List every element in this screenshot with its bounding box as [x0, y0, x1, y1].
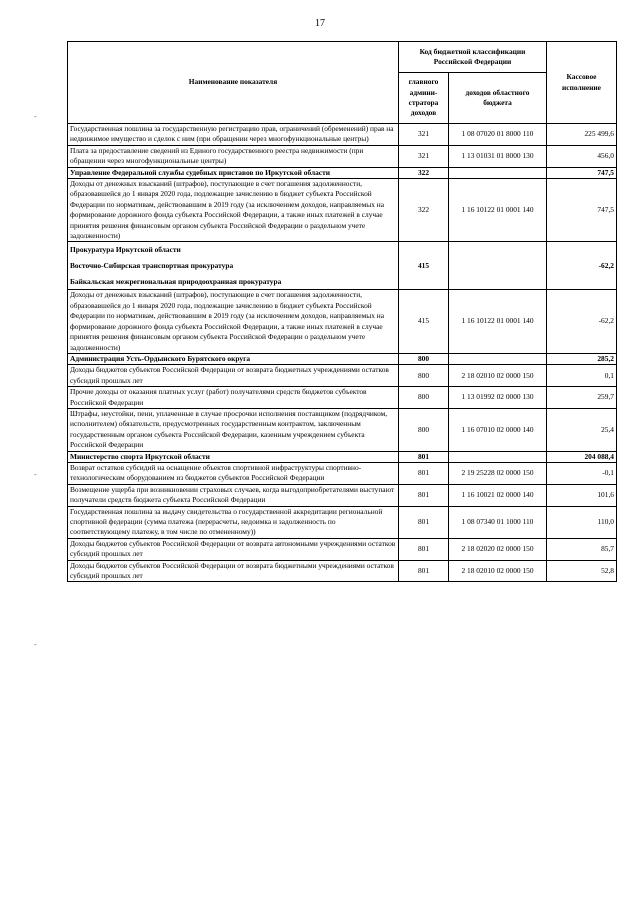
- margin-dash: -: [34, 470, 37, 479]
- row-amount: 101,6: [547, 484, 617, 506]
- row-amount: 747,5: [547, 179, 617, 242]
- table-row: [68, 365, 617, 387]
- table-row: [68, 451, 617, 462]
- row-name: Доходы бюджетов субъектов Российской Федерации от возврата бюджетными учреждениями остатков субсидий прошлых лет: [68, 560, 399, 582]
- row-amount: 456,0: [547, 145, 617, 167]
- row-name: Доходы от денежных взысканий (штрафов), поступающие в счет погашения задолженности, образовавшейся до 1 января 2020 года, подлежащие зачислению в бюджет субъекта Российской Федерации по нормативам, действовавшим в 2019 году (за исключением доходов, направляемых на формирование дорожного фонда субъекта Российской Федерации, а также иных платежей в случае принятия решения финансовым органом субъекта Российской Федерации о раздельном учете задолженности): [68, 179, 399, 242]
- table-row: [68, 145, 617, 167]
- row-admin-code: 800: [399, 408, 449, 451]
- row-admin-code: 801: [399, 560, 449, 582]
- row-amount: 110,0: [547, 506, 617, 538]
- header-row-1: [68, 42, 617, 73]
- row-name: Возмещение ущерба при возникновении страховых случаев, когда выгодоприобретателями выступают получатели средств бюджета субъекта Российской Федерации: [68, 484, 399, 506]
- table-row: [68, 408, 617, 451]
- row-amount: [547, 242, 617, 258]
- page-number: 17: [315, 18, 325, 29]
- table-row: [68, 290, 617, 353]
- row-admin-code: 800: [399, 353, 449, 364]
- row-admin-code: 321: [399, 124, 449, 146]
- row-income-code: 2 18 02020 02 0000 150: [449, 538, 547, 560]
- row-income-code: [449, 451, 547, 462]
- row-name: Возврат остатков субсидий на оснащение объектов спортивной инфраструктуры спортивно-технологическим оборудованием из бюджетов субъектов Российской Федерации: [68, 462, 399, 484]
- table-row: [68, 506, 617, 538]
- row-amount: -62,2: [547, 290, 617, 353]
- row-income-code: 2 18 02010 02 0000 150: [449, 560, 547, 582]
- table-row: [68, 387, 617, 409]
- row-income-code: 1 08 07340 01 1000 110: [449, 506, 547, 538]
- row-amount: 52,8: [547, 560, 617, 582]
- table-row: [68, 179, 617, 242]
- row-income-code: 1 16 10122 01 0001 140: [449, 290, 547, 353]
- row-name: Управление Федеральной службы судебных приставов по Иркутской области: [68, 167, 399, 178]
- row-name: Восточно-Сибирская транспортная прокуратура: [68, 258, 399, 274]
- row-income-code: 1 16 10021 02 0000 140: [449, 484, 547, 506]
- header-code-group: Код бюджетной классификации Российской Федерации: [399, 42, 547, 73]
- row-admin-code: 322: [399, 179, 449, 242]
- header-name: Наименование показателя: [68, 42, 399, 124]
- margin-dash: -: [34, 640, 37, 649]
- row-admin-code: [399, 242, 449, 258]
- row-amount: 85,7: [547, 538, 617, 560]
- table-row: [68, 258, 617, 274]
- row-name: Государственная пошлина за государственную регистрацию прав, ограничений (обременений) прав на недвижимое имущество и сделок с ним (при обращении через многофункциональные центры): [68, 124, 399, 146]
- row-name: Доходы бюджетов субъектов Российской Федерации от возврата бюджетных учреждениями остатков субсидий прошлых лет: [68, 365, 399, 387]
- table-body: [68, 124, 617, 582]
- table-row: [68, 484, 617, 506]
- row-name: Плата за предоставление сведений из Единого государственного реестра недвижимости (при обращении через многофункциональные центры): [68, 145, 399, 167]
- table-row: [68, 124, 617, 146]
- row-name: Государственная пошлина за выдачу свидетельства о государственной аккредитации региональной спортивной федерации (сумма платежа (перерасчеты, недоимка и задолженность по соответствующему платежу, в том числе по отмененному)): [68, 506, 399, 538]
- row-amount: 225 499,6: [547, 124, 617, 146]
- row-income-code: [449, 258, 547, 274]
- row-amount: -62,2: [547, 258, 617, 274]
- row-admin-code: 801: [399, 538, 449, 560]
- row-name: Штрафы, неустойки, пени, уплаченные в случае просрочки исполнения поставщиком (подрядчиком, исполнителем) обязательств, предусмотренных государственным контрактом, заключенным государственным органом субъекта Российской Федерации, казенным учреждением субъекта Российской Федерации: [68, 408, 399, 451]
- row-admin-code: 800: [399, 387, 449, 409]
- row-name: Прочие доходы от оказания платных услуг (работ) получателями средств бюджетов субъектов Российской Федерации: [68, 387, 399, 409]
- row-name: Администрация Усть-Ордынского Бурятского округа: [68, 353, 399, 364]
- table-row: [68, 353, 617, 364]
- row-income-code: 2 18 02010 02 0000 150: [449, 365, 547, 387]
- row-amount: 285,2: [547, 353, 617, 364]
- row-admin-code: 800: [399, 365, 449, 387]
- row-amount: 747,5: [547, 167, 617, 178]
- row-name: Доходы от денежных взысканий (штрафов), поступающие в счет погашения задолженности, образовавшейся до 1 января 2020 года, подлежащие зачислению в бюджет субъекта Российской Федерации по нормативам, действовавшим в 2019 году (за исключением доходов, направляемых на формирование дорожного фонда субъекта Российской Федерации, а также иных платежей в случае принятия решения финансовым органом субъекта Российской Федерации о раздельном учете задолженности): [68, 290, 399, 353]
- row-amount: -0,1: [547, 462, 617, 484]
- row-admin-code: 801: [399, 506, 449, 538]
- row-income-code: 1 08 07020 01 8000 110: [449, 124, 547, 146]
- row-admin-code: 322: [399, 167, 449, 178]
- table-row: [68, 538, 617, 560]
- row-income-code: [449, 242, 547, 258]
- row-admin-code: 801: [399, 484, 449, 506]
- row-name: Байкальская межрегиональная природоохранная прокуратура: [68, 274, 399, 290]
- row-income-code: [449, 274, 547, 290]
- row-amount: [547, 274, 617, 290]
- row-income-code: [449, 167, 547, 178]
- row-name: Прокуратура Иркутской области: [68, 242, 399, 258]
- header-income: доходов областного бюджета: [449, 73, 547, 124]
- row-income-code: 1 16 07010 02 0000 140: [449, 408, 547, 451]
- row-amount: 204 088,4: [547, 451, 617, 462]
- row-name: Доходы бюджетов субъектов Российской Федерации от возврата автономными учреждениями остатков субсидий прошлых лет: [68, 538, 399, 560]
- row-admin-code: 801: [399, 462, 449, 484]
- row-admin-code: 801: [399, 451, 449, 462]
- row-amount: 259,7: [547, 387, 617, 409]
- table-row: [68, 242, 617, 258]
- table-row: [68, 274, 617, 290]
- budget-table: [67, 41, 617, 582]
- row-admin-code: 415: [399, 258, 449, 274]
- header-admin: главного админи-стратора доходов: [399, 73, 449, 124]
- row-admin-code: 321: [399, 145, 449, 167]
- header-cash: Кассовое исполнение: [547, 42, 617, 124]
- row-amount: 0,1: [547, 365, 617, 387]
- row-amount: 25,4: [547, 408, 617, 451]
- table-row: [68, 167, 617, 178]
- table-row: [68, 560, 617, 582]
- row-income-code: 1 13 01031 01 8000 130: [449, 145, 547, 167]
- margin-dash: -: [34, 112, 37, 121]
- row-income-code: 2 19 25228 02 0000 150: [449, 462, 547, 484]
- row-income-code: 1 16 10122 01 0001 140: [449, 179, 547, 242]
- row-admin-code: [399, 274, 449, 290]
- row-income-code: 1 13 01992 02 0000 130: [449, 387, 547, 409]
- row-income-code: [449, 353, 547, 364]
- row-admin-code: 415: [399, 290, 449, 353]
- row-name: Министерство спорта Иркутской области: [68, 451, 399, 462]
- table-row: [68, 462, 617, 484]
